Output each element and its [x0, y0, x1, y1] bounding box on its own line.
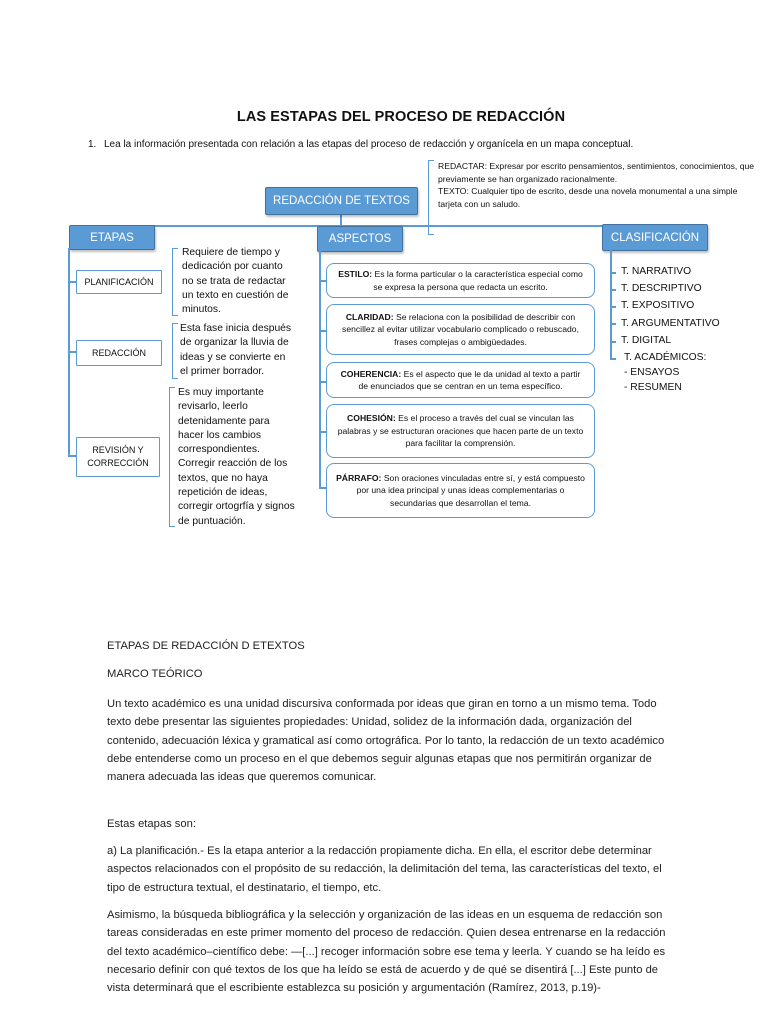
etapas-label: ETAPAS [90, 231, 134, 244]
aspecto-claridad-text: Se relaciona con la posibilidad de describir con sencillez al evitar utilizar vocabulario complicado o rebuscado, frases complejas o ambigüedades. [342, 311, 579, 347]
section-heading: ETAPAS DE REDACCIÓN D ETEXTOS [107, 640, 305, 652]
aspecto-parrafo-text: Son oraciones vinculadas entre sí, y está compuesto por una idea principal y unas ideas complementarias o secundarias que desarrollan el tema. [356, 472, 585, 508]
etapa-planificacion [76, 270, 162, 294]
root-node-label: REDACCIÓN DE TEXTOS [273, 195, 410, 207]
aspecto-cohesion-text: Es el proceso a través del cual se vinculan las palabras y se estructuran oraciones que hacen parte de un texto para facilitar la comprensión. [337, 413, 584, 449]
texto-definition: TEXTO: Cualquier tipo de escrito, desde una novela monumental a una simple tarjeta con un saludo. [438, 186, 738, 209]
clasificacion-branch-2 [610, 289, 616, 291]
top-note-bracket [428, 160, 434, 235]
aspecto-parrafo-term: PÁRRAFO: [336, 472, 382, 483]
aspectos-node [317, 226, 403, 252]
aspecto-parrafo [326, 463, 595, 518]
clasificacion-subitem: - ENSAYOS [624, 367, 680, 378]
aspecto-estilo-text: Es la forma particular o la característica especial como se expresa la persona que redacta un escrito. [373, 269, 583, 292]
clasificacion-branch-1 [610, 272, 616, 274]
etapa-redaccion [76, 340, 162, 366]
instruction-text: Lea la información presentada con relación a las etapas del proceso de redacción y organícela en un mapa conceptual. [104, 139, 634, 150]
aspecto-claridad [326, 304, 595, 355]
etapa-note-revision: Es muy importante revisarlo, leerlo detenidamente para hacer los cambios correspondientes. Corregir reacción de los textos, que no haya repetición de ideas, corregir ortogrfía y signos de puntuación. [178, 387, 295, 527]
clasificacion-subitem: - RESUMEN [624, 381, 682, 393]
page-title: LAS ESTAPAS DEL PROCESO DE REDACCIÓN [236, 109, 566, 125]
clasificacion-branch-3 [610, 306, 616, 308]
etapa-note-redaccion: Esta fase inicia después de organizar la lluvia de ideas y se convierte en el primer borrador. [180, 323, 292, 377]
aspecto-estilo [326, 263, 595, 298]
clasificacion-label: CLASIFICACIÓN [610, 231, 700, 244]
clasificacion-subitems [624, 366, 682, 395]
clasificacion-item: T. NARRATIVO [621, 266, 692, 277]
aspecto-estilo-term: ESTILO: [338, 269, 373, 279]
clasificacion-branch-5 [610, 341, 616, 343]
instruction-number: 1. [88, 139, 97, 150]
etapas-branch-2 [68, 351, 76, 353]
clasificacion-item: T. DIGITAL [621, 334, 672, 346]
aspectos-vertical [319, 250, 321, 488]
etapa-redaccion-label: REDACCIÓN [91, 347, 146, 358]
etapas-node [69, 225, 155, 250]
aspecto-cohesion-term: COHESIÓN: [347, 413, 396, 424]
aspecto-claridad-term: CLARIDAD: [345, 311, 394, 322]
aspecto-coherencia-text: Es el aspecto que le da unidad al texto a partir de enunciados que se centran en un tema específico. [358, 368, 581, 391]
clasificacion-item: T. EXPOSITIVO [621, 300, 695, 312]
etapa-note-planificacion: Requiere de tiempo y dedicación por cuanto no se trata de redactar un texto en cuestión de minutos. [182, 247, 289, 316]
top-note [438, 160, 758, 210]
paragraph-4: Asimismo, la búsqueda bibliográfica y la selección y organización de las ideas en un esquema de redacción son tareas consideradas en este primer momento del proceso de redacción. Quien desea entrenarse en la redacción del texto académico–científico debe: —[...] recoger información sobre ese tema y leerla. Y cuando se ha leído es necesario definir con qué textos de los que ha leído se está de acuerdo y de qué se disentirá [...] Este punto de vista determinará que el escribiente establezca su posición y argumentación (Ramírez, 2013, p.19)- [107, 909, 666, 995]
etapas-branch-3 [68, 455, 76, 457]
note-bracket-1 [172, 248, 178, 316]
note-bracket-3 [169, 387, 175, 527]
clasificacion-item: T. DESCRIPTIVO [621, 283, 702, 295]
instruction [88, 139, 633, 150]
clasificacion-item: T. ARGUMENTATIVO [621, 317, 720, 329]
clasificacion-branch-4 [610, 323, 616, 325]
clasificacion-vertical [610, 249, 612, 360]
aspecto-cohesion [326, 404, 595, 458]
clasificacion-list [621, 263, 720, 366]
etapas-branch-1 [68, 281, 76, 283]
section-subheading: MARCO TEÓRICO [107, 668, 203, 680]
clasificacion-node [602, 224, 708, 251]
clasificacion-branch-6 [610, 358, 616, 360]
aspecto-coherencia-term: COHERENCIA: [340, 368, 402, 379]
aspectos-label: ASPECTOS [328, 233, 392, 245]
aspecto-coherencia [326, 362, 595, 398]
note-bracket-2 [172, 323, 178, 379]
etapa-revision [76, 437, 160, 477]
paragraph-2: Estas etapas son: [107, 818, 196, 830]
etapa-planificacion-label: PLANIFICACIÓN [84, 276, 154, 287]
etapa-revision-label: REVISIÓN Y CORRECCIÓN [87, 445, 149, 468]
redactar-definition: REDACTAR: Expresar por escrito pensamientos, sentimientos, conocimientos, que previamente se han organizado racionalmente. [438, 161, 755, 184]
paragraph-1: Un texto académico es una unidad discursiva conformada por ideas que giran en torno a un mismo tema. Todo texto debe presentar las siguientes propiedades: Unidad, solidez de la información dada, organización del contenido, adecuación léxica y gramatical así como ortográfica. Por lo tanto, la redacción de un texto académico debe entenderse como un proceso en el que debemos seguir algunas etapas que nos permitirán organizar de manera adecuada las ideas que queremos comunicar. [107, 698, 665, 784]
clasificacion-item: T. ACADÉMICOS: [624, 352, 707, 364]
root-node [265, 187, 418, 215]
paragraph-3: a) La planificación.- Es la etapa anterior a la redacción propiamente dicha. En ella, el escritor debe determinar aspectos relacionados con el propósito de su redacción, la delimitación del tema, las características del texto, el tipo de estructura textual, el destinatario, el tiempo, etc. [107, 845, 662, 894]
